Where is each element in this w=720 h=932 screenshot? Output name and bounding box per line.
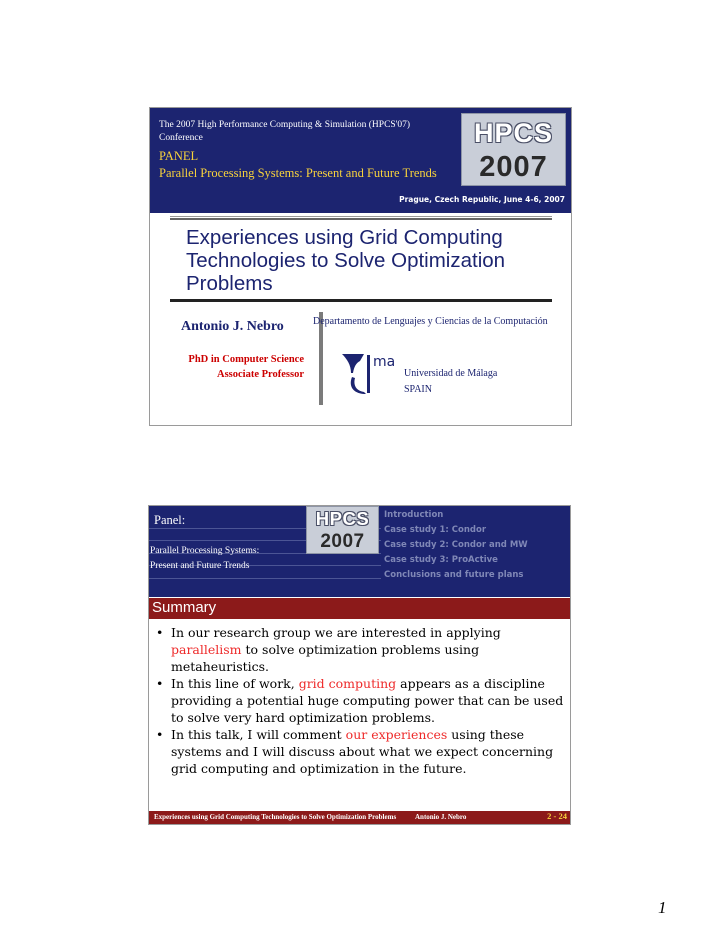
uma-logo-curve: [351, 377, 366, 394]
outline-nav: [381, 506, 571, 597]
department: Departamento de Lenguajes y Ciencias de la Computación: [313, 316, 548, 327]
panel-heading: [159, 148, 459, 182]
position: Associate Professor: [217, 369, 304, 380]
section-title-bar: [149, 598, 571, 619]
conference-name: The 2007 High Performance Computing & Simulation (HPCS'07) Conference: [159, 120, 411, 143]
list-item: • In our research group we are interested in applying parallelism to solve optimization problems using metaheuristics.: [156, 625, 501, 674]
highlight: grid computing: [298, 676, 397, 691]
logo-text-hpcs: HPCS: [315, 508, 370, 529]
hpcs-logo: [306, 506, 379, 554]
panel-label: Panel:: [154, 513, 186, 527]
title-divider-top: [170, 216, 552, 220]
logo-text-year: 2007: [479, 151, 548, 183]
degree: PhD in Computer Science: [188, 354, 304, 365]
logo-text-year: 2007: [320, 531, 365, 552]
panel-title: Parallel Processing Systems: Present and Future Trends: [159, 166, 437, 180]
title-slide: [149, 107, 572, 426]
footer-author: Antonio J. Nebro: [415, 813, 467, 821]
nav-item-case-study-2[interactable]: Case study 2: Condor and MW: [384, 540, 528, 550]
uma-logo-mark: [342, 354, 364, 373]
country: SPAIN: [404, 384, 432, 395]
subtitle-line: Parallel Processing Systems:: [150, 546, 260, 556]
nav-item-case-study-1[interactable]: Case study 1: Condor: [384, 525, 487, 535]
highlight: parallelism: [171, 642, 242, 657]
subtitle-line: Present and Future Trends: [150, 561, 250, 571]
list-item: • In this talk, I will comment our experiences using these systems and I will discuss about what we expect concerning grid computing and optimization in the future.: [156, 727, 554, 776]
uma-logo-bar: [367, 355, 370, 393]
author-name: Antonio J. Nebro: [181, 319, 284, 334]
author-credentials: [172, 352, 304, 382]
section-title: Summary: [152, 599, 217, 616]
list-item: • In this line of work, grid computing appears as a discipline providing a potential huge computing power that can be used to solve very hard optimization problems.: [156, 676, 564, 725]
bullet-dot-icon: •: [156, 625, 164, 640]
panel-label: PANEL: [159, 149, 199, 163]
nav-item-conclusions[interactable]: Conclusions and future plans: [384, 570, 524, 580]
nav-item-introduction[interactable]: Introduction: [384, 510, 444, 520]
slide-header-left: [149, 506, 381, 597]
university-name: Universidad de Málaga: [404, 368, 498, 379]
footer-page-number: 2 - 24: [547, 811, 567, 821]
nav-item-case-study-3[interactable]: Case study 3: ProActive: [384, 555, 498, 565]
page-number: 1: [658, 898, 667, 917]
logo-text-hpcs: HPCS: [473, 118, 553, 148]
conference-location: Prague, Czech Republic, June 4-6, 2007: [399, 195, 565, 204]
bullet-dot-icon: •: [156, 727, 164, 742]
hpcs-logo: [461, 113, 566, 186]
university-info: [404, 366, 564, 398]
presentation-title: Experiences using Grid Computing Technologies to Solve Optimization Problems: [186, 226, 506, 295]
bullet-list: [156, 624, 566, 777]
title-divider-bottom: [170, 299, 552, 302]
uma-logo: [340, 351, 400, 396]
bullet-dot-icon: •: [156, 676, 164, 691]
panel-subtitle: [150, 544, 259, 574]
highlight: our experiences: [345, 727, 448, 742]
slide-footer: [149, 811, 571, 825]
uma-logo-text: ma: [373, 354, 396, 370]
slide-header: [150, 108, 571, 213]
footer-title: Experiences using Grid Computing Technologies to Solve Optimization Problems: [154, 813, 397, 821]
summary-slide: [148, 505, 571, 825]
